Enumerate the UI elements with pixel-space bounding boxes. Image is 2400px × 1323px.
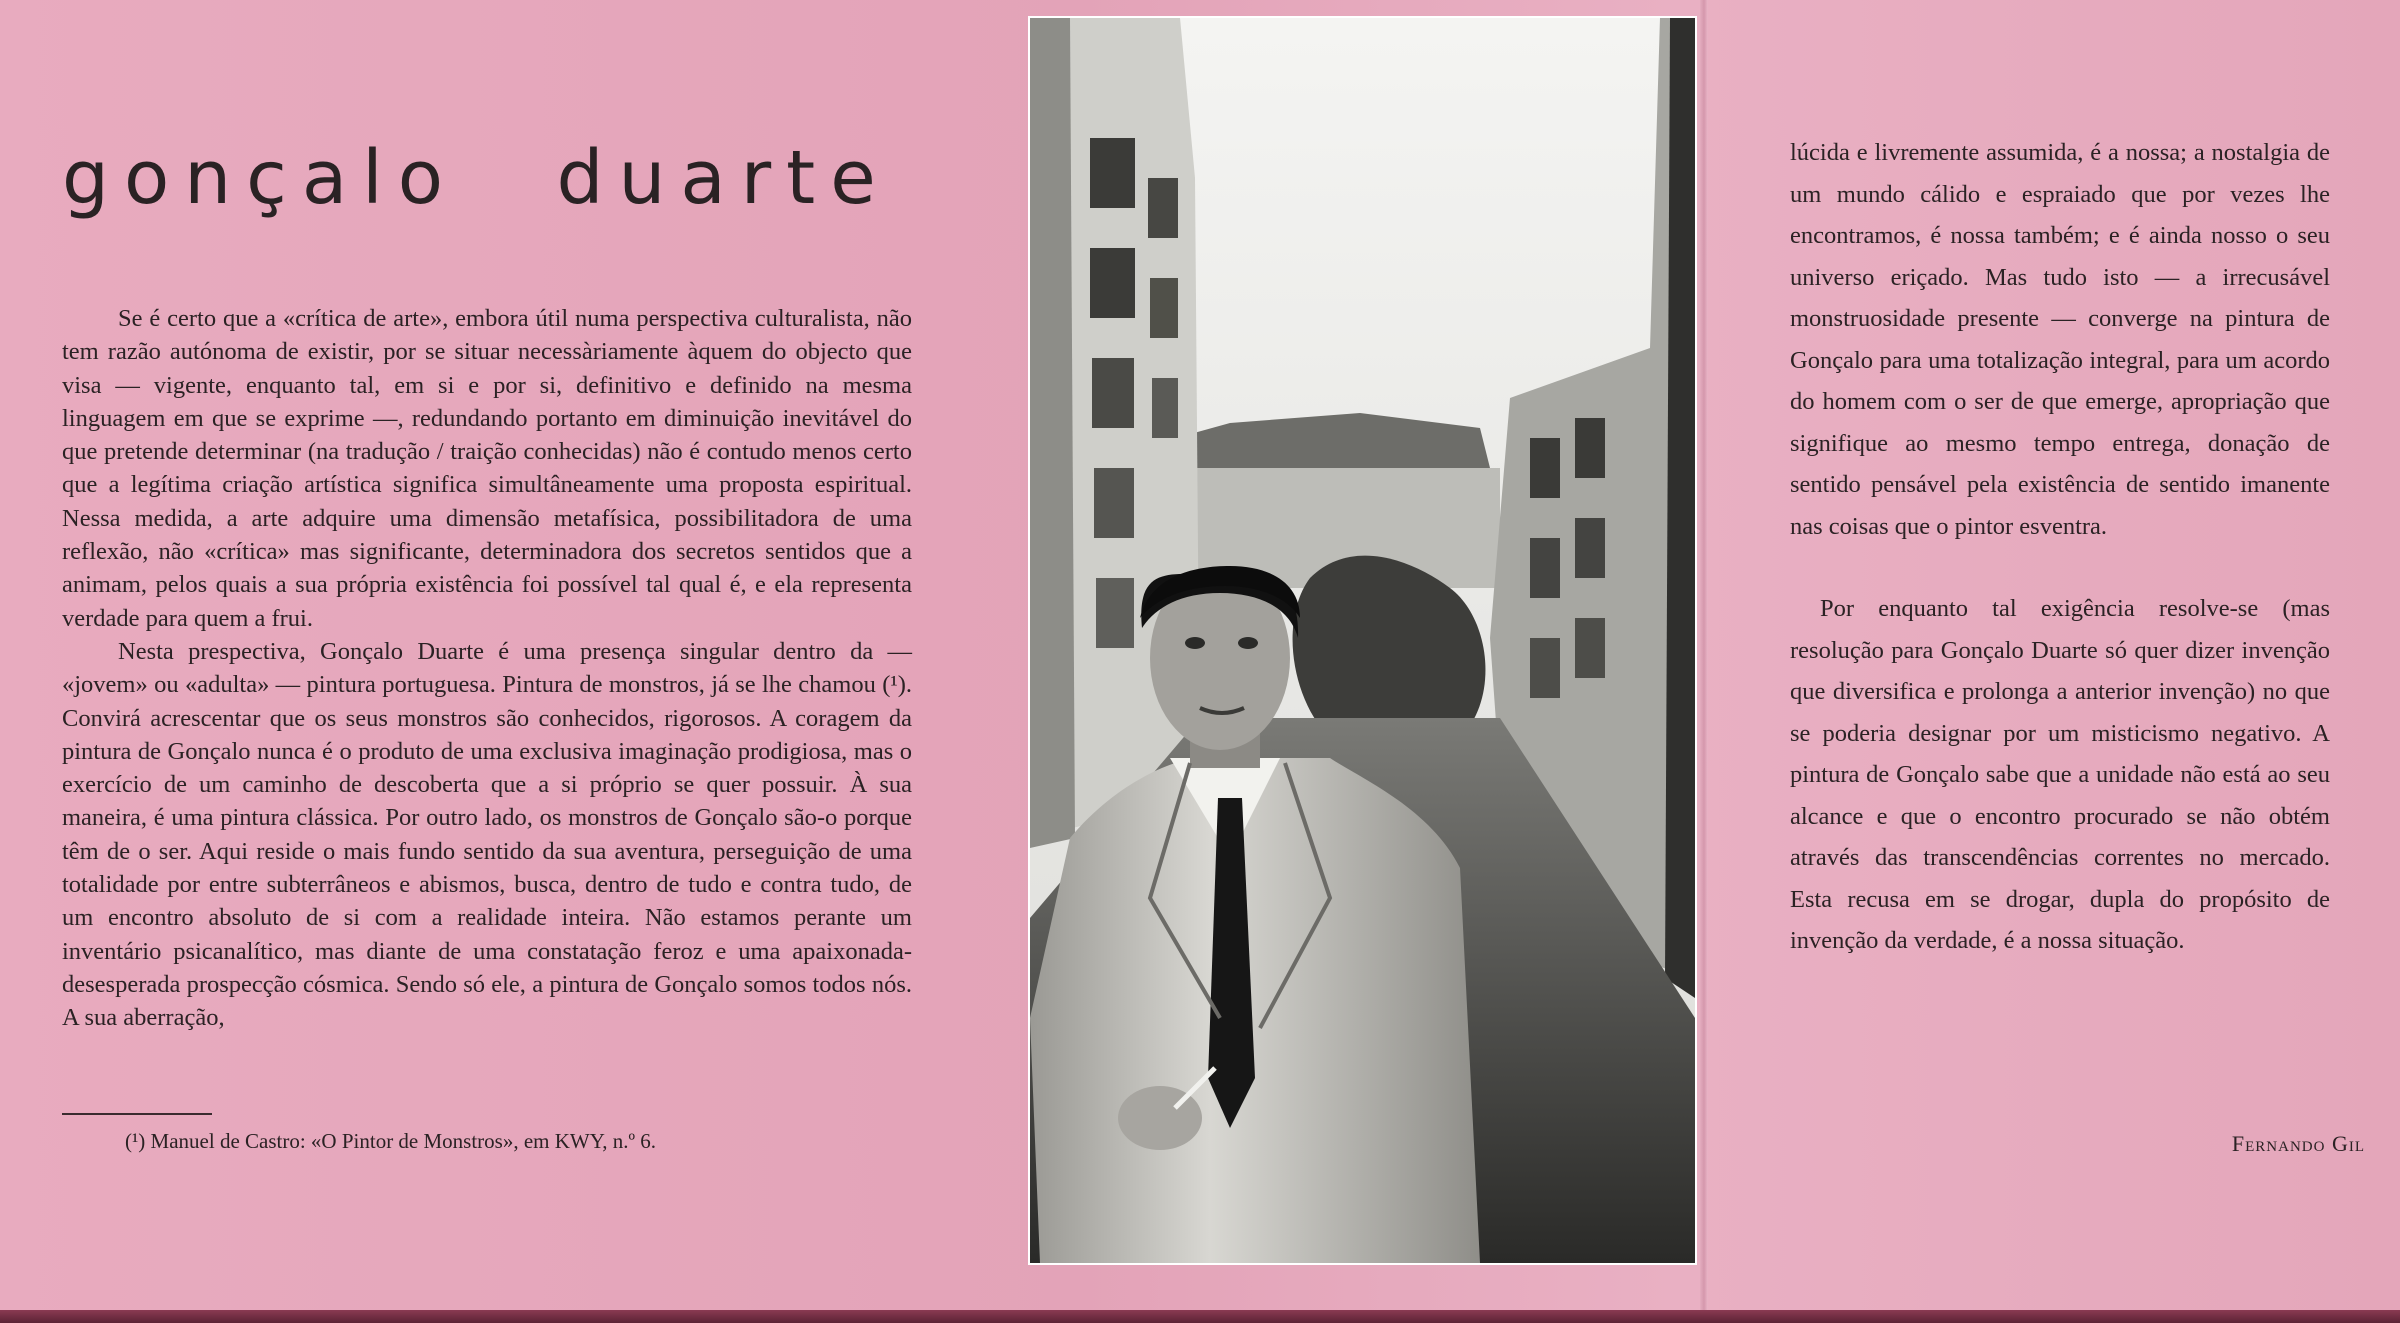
- bottom-edge: [0, 1310, 2400, 1323]
- page-fold: [1700, 0, 1708, 1310]
- footnote-marker: (¹): [125, 1129, 146, 1153]
- portrait-photograph: [1030, 18, 1695, 1263]
- left-paragraph-1: Se é certo que a «crítica de arte», embora útil numa perspectiva culturalista, não tem razão autónoma de existir, por se situar necessàriamente àquem do objecto que visa — vigente, enquanto tal, em si e por si, definitivo e definido na mesma linguagem em que se exprime —, redundando portanto em diminuição inevitável do que pretende determinar (na tradução / traição conhecidas) não é contudo menos certo que a legítima criação artística significa simultâneamente uma proposta espiritual. Nessa medida, a arte adquire uma dimensão metafísica, possibilitadora de uma reflexão, não «crítica» mas significante, determinadora dos secretos sentidos que a animam, pelos quais a sua própria existência foi possível tal qual é, e ela representa verdade para quem a frui.: [62, 305, 912, 632]
- left-paragraph-2: Nesta prespectiva, Gonçalo Duarte é uma presença singular dentro da — «jovem» ou «adulta» — pintura portuguesa. Pintura de monstros, já se lhe chamou (¹). Convirá acrescentar que os seus monstros são conhecidos, rigorosos. A coragem da pintura de Gonçalo nunca é o produto de uma exclusiva imaginação prodigiosa, mas o exercício de um caminho de descoberta que a si próprio se quer possuir. À sua maneira, é uma pintura clássica. Por outro lado, os monstros de Gonçalo são-o porque têm de o ser. Aqui reside o mais fundo sentido da sua aventura, perseguição de uma totalidade por entre subterrâneos e abismos, busca, dentro de tudo e contra tudo, de um encontro absoluto de si com a realidade inteira. Não estamos perante um inventário psicanalítico, mas diante de uma constatação feroz e uma apaixonada-desesperada prospecção cósmica. Sendo só ele, a pintura de Gonçalo somos todos nós. A sua aberração,: [62, 637, 912, 1032]
- right-column-text: [1790, 132, 2330, 962]
- portrait-photo-image: [1030, 18, 1695, 1263]
- footnote-rule: [62, 1113, 212, 1115]
- footnote-text: Manuel de Castro: «O Pintor de Monstros», em KWY, n.º 6.: [150, 1129, 656, 1153]
- footnote: [125, 1126, 915, 1156]
- left-column-text: [62, 302, 912, 1035]
- page-title: gonçalo duarte: [62, 135, 891, 221]
- right-paragraph-2: Por enquanto tal exigência resolve-se (mas resolução para Gonçalo Duarte só quer dizer invenção que diversifica e prolonga a anterior invenção) no que se poderia designar por um misticismo negativo. A pintura de Gonçalo sabe que a unidade não está ao seu alcance e que o encontro procurado se não obtém através das transcendências correntes no mercado. Esta recusa em se drogar, dupla do propósito de invenção da verdade, é a nossa situação.: [1790, 595, 2330, 954]
- right-paragraph-1: lúcida e livremente assumida, é a nossa; a nostalgia de um mundo cálido e espraiado que por vezes lhe encontramos, é nossa também; e é ainda nosso o seu universo eriçado. Mas tudo isto — a irrecusável monstruosidade presente — converge na pintura de Gonçalo para uma totalização integral, para um acordo do homem com o ser de que emerge, apropriação que signifique ao mesmo tempo entrega, donação de sentido pensável pela existência de sentido imanente nas coisas que o pintor esventra.: [1790, 139, 2330, 540]
- author-signature: Fernando Gil: [2231, 1131, 2365, 1156]
